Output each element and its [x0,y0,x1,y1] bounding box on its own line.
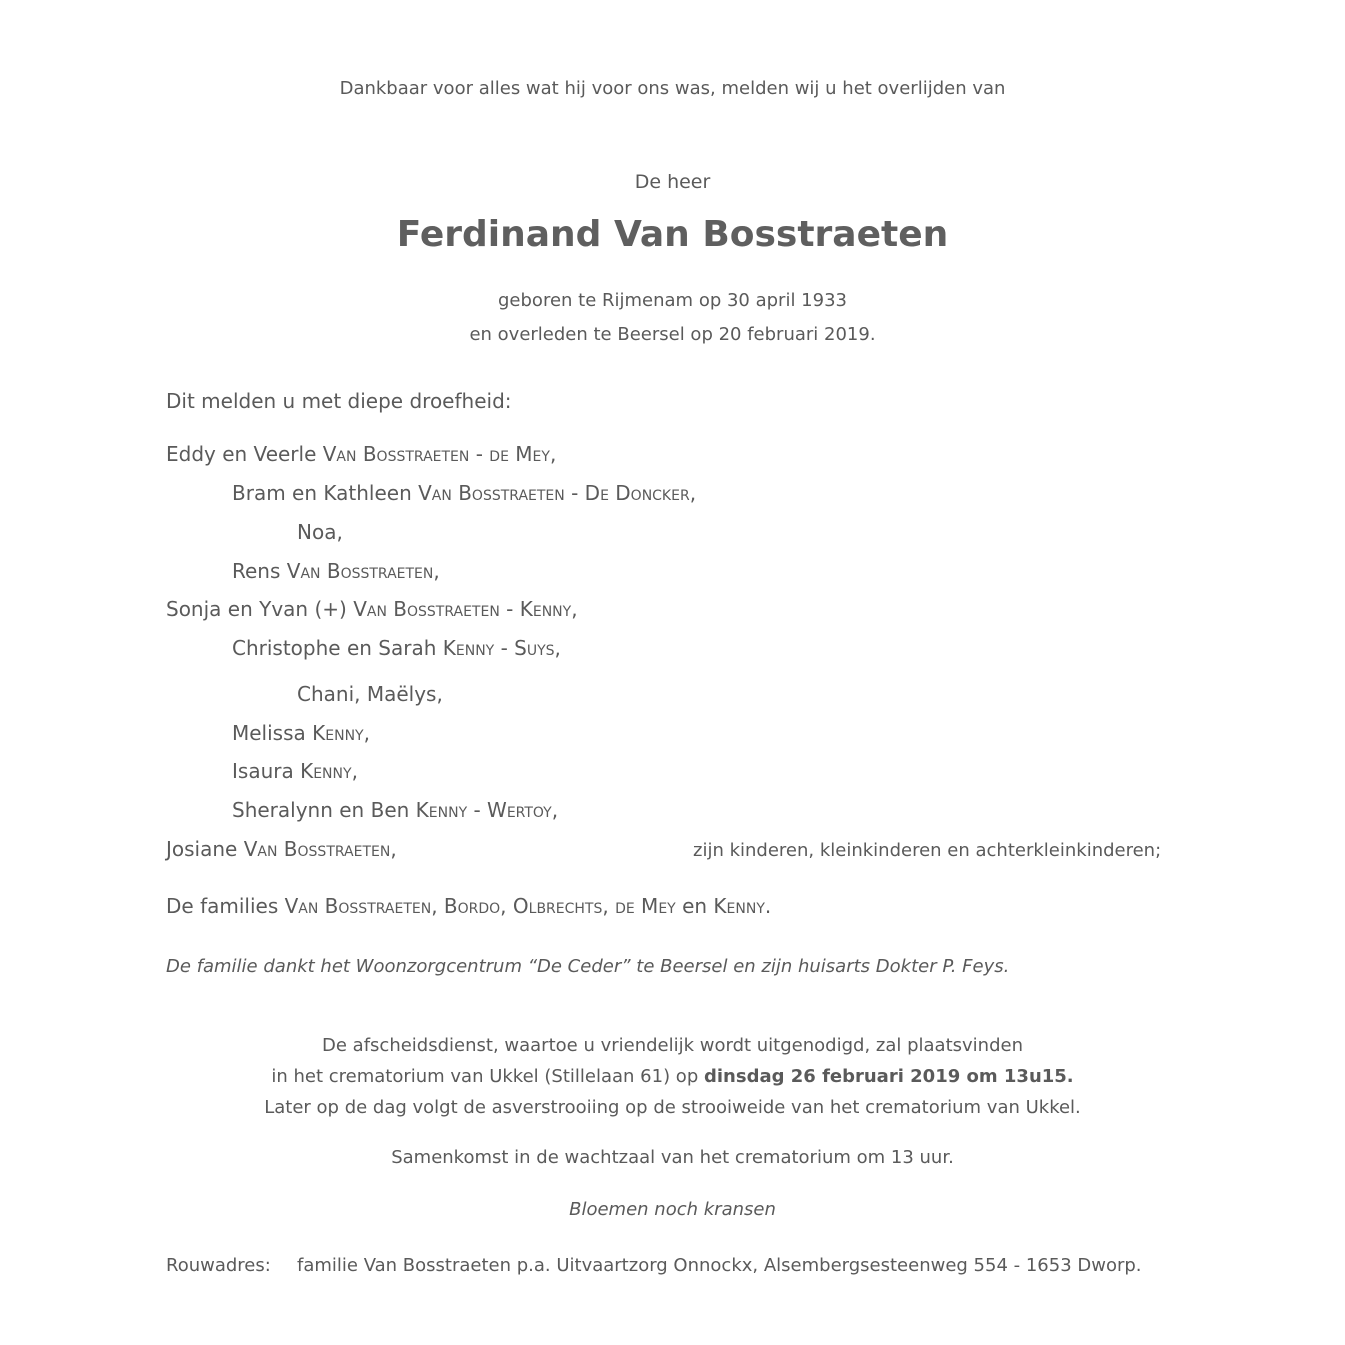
family-member: Noa, [297,520,343,544]
relation-note: zijn kinderen, kleinkinderen en achterkleinkinderen; [693,840,1162,861]
intro-text: Dankbaar voor alles wat hij voor ons was, melden wij u het overlijden van [339,78,1006,99]
service-line-2: in het crematorium van Ukkel (Stillelaan 61) op dinsdag 26 februari 2019 om 13u15. [271,1066,1074,1087]
title-prefix: De heer [634,171,711,193]
flowers-note: Bloemen noch kransen [569,1199,776,1220]
family-member: Josiane Van Bosstraeten, [166,837,397,861]
family-member: Eddy en Veerle Van Bosstraeten - de Mey, [166,442,557,466]
family-member: Melissa Kenny, [232,721,370,745]
family-member: Christophe en Sarah Kenny - Suys, [232,636,561,660]
deceased-name: Ferdinand Van Bosstraeten [396,214,949,255]
thanks-line: De familie dankt het Woonzorgcentrum “De Ceder” te Beersel en zijn huisarts Dokter P. Feys. [166,956,1010,977]
family-member: Sonja en Yvan (+) Van Bosstraeten - Kenny, [166,597,578,621]
family-member: Bram en Kathleen Van Bosstraeten - De Doncker, [232,481,697,505]
family-member: Chani, Maëlys, [297,682,443,706]
service-line-3: Later op de dag volgt de asverstrooiing op de strooiweide van het crematorium van Ukkel. [264,1097,1081,1118]
address-label: Rouwadres: [166,1255,271,1276]
family-member: Isaura Kenny, [232,759,358,783]
announcement-line: Dit melden u met diepe droefheid: [166,389,512,413]
gathering-line: Samenkomst in de wachtzaal van het crematorium om 13 uur. [391,1147,954,1168]
family-member: Rens Van Bosstraeten, [232,559,440,583]
address-text: familie Van Bosstraeten p.a. Uitvaartzorg Onnockx, Alsembergsesteenweg 554 - 1653 Dworp. [297,1255,1142,1276]
families-line: De families Van Bosstraeten, Bordo, Olbrechts, de Mey en Kenny. [166,894,772,918]
death-line: en overleden te Beersel op 20 februari 2019. [469,324,876,345]
birth-line: geboren te Rijmenam op 30 april 1933 [498,290,847,311]
service-line-1: De afscheidsdienst, waartoe u vriendelijk wordt uitgenodigd, zal plaatsvinden [322,1035,1023,1056]
family-member: Sheralynn en Ben Kenny - Wertoy, [232,798,559,822]
